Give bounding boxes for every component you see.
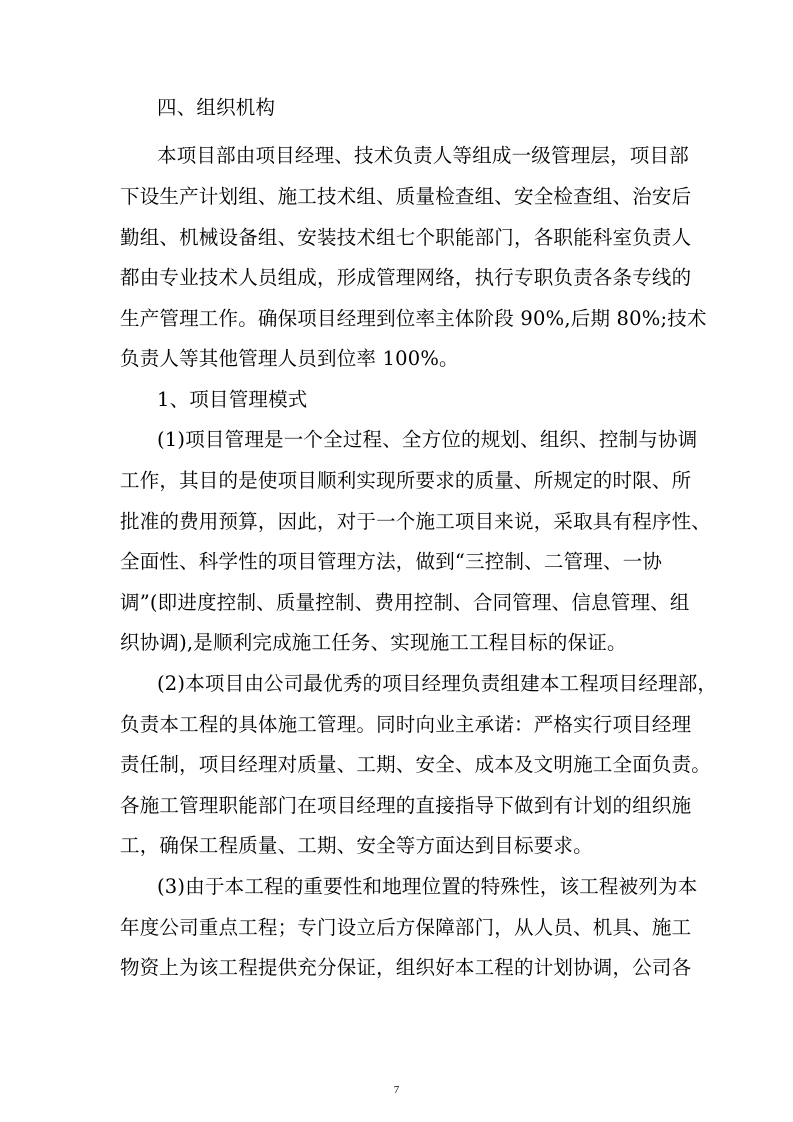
paragraph-line: 都由专业技术人员组成，形成管理网络，执行专职负责各条专线的 [120,266,692,289]
paragraph-line: (2)本项目由公司最优秀的项目经理负责组建本工程项目经理部， [157,672,718,695]
paragraph-line: 物资上为该工程提供充分保证，组织好本工程的计划协调，公司各 [120,956,692,979]
paragraph-line: 本项目部由项目经理、技术负责人等组成一级管理层，项目部 [157,144,689,167]
subsection-heading: 1、项目管理模式 [157,388,308,411]
paragraph-line: 负责本工程的具体施工管理。同时向业主承诺：严格实行项目经理 [120,713,692,736]
paragraph-line: 各施工管理职能部门在项目经理的直接指导下做到有计划的组织施 [120,794,692,817]
paragraph-line: (3)由于本工程的重要性和地理位置的特殊性，该工程被列为本 [157,875,698,898]
paragraph-line: 批准的费用预算，因此，对于一个施工项目来说，采取具有程序性、 [120,510,712,533]
paragraph-line: 工，确保工程质量、工期、安全等方面达到目标要求。 [120,834,593,857]
paragraph-line: 下设生产计划组、施工技术组、质量检查组、安全检查组、治安后 [120,185,692,208]
paragraph-line: 年度公司重点工程；专门设立后方保障部门，从人员、机具、施工 [120,916,692,939]
paragraph-line: 生产管理工作。确保项目经理到位率主体阶段 90%,后期 80%;技术 [120,307,707,330]
paragraph-line: 工作，其目的是使项目顺利实现所要求的质量、所规定的时限、所 [120,469,692,492]
paragraph-line: 负责人等其他管理人员到位率 100%。 [120,347,459,370]
page-number: 7 [393,1084,400,1096]
section-heading: 四、组织机构 [157,96,276,119]
paragraph-line: (1)项目管理是一个全过程、全方位的规划、组织、控制与协调 [157,428,698,451]
paragraph-line: 织协调),是顺利完成施工任务、实现施工工程目标的保证。 [120,631,627,654]
paragraph-line: 调”(即进度控制、质量控制、费用控制、合同管理、信息管理、组 [120,591,690,614]
paragraph-line: 全面性、科学性的项目管理方法，做到“三控制、二管理、一协 [120,550,663,573]
paragraph-line: 勤组、机械设备组、安装技术组七个职能部门，各职能科室负责人 [120,226,692,249]
paragraph-line: 责任制，项目经理对质量、工期、安全、成本及文明施工全面负责。 [120,753,712,776]
